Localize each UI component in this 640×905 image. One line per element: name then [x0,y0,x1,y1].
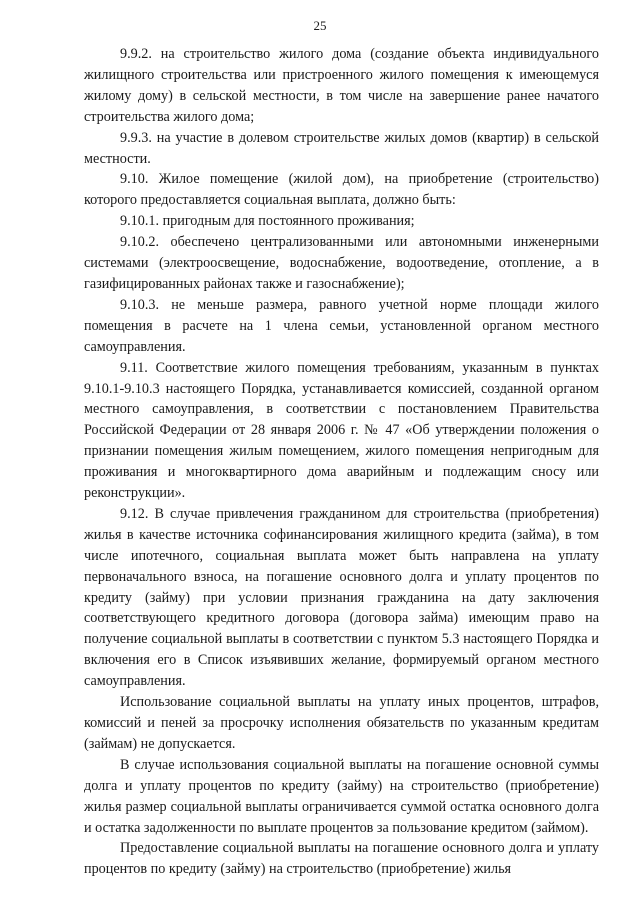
paragraph-9-9-3: 9.9.3. на участие в долевом строительстве жилых домов (квартир) в сельской местности. [84,129,599,167]
paragraph-9-10-2: 9.10.2. обеспечено централизованными или автономными инженерными системами (электроосвещение, водоснабжение, водоотведение, отопление, а в газифицированных районах также и газоснабжение); [84,234,599,292]
paragraph-payment-provision: Предоставление социальной выплаты на погашение основного долга и уплату процентов по кредиту (займу) на строительство (приобретение) жилья [84,840,599,878]
paragraph-9-12: 9.12. В случае привлечения гражданином для строительства (приобретения) жилья в качестве источника софинансирования жилищного кредита (займа), в том числе ипотечного, социальная выплата может быть направлена на уплату первоначального взноса, на погашение основного долга и уплату процентов по кредиту (займу) при условии признания гражданина на дату заключения соответствующего кредитного договора (договора займа) имеющим право на получение социальной выплаты в соответствии с пунктом 5.3 настоящего Порядка и включения его в Список изъявивших желание, формируемый органом местного самоуправления. [84,505,599,690]
paragraph-9-11: 9.11. Соответствие жилого помещения требованиям, указанным в пунктах 9.10.1-9.10.3 настоящего Порядка, устанавливается комиссией, созданной органом местного самоуправления, в соответствии с постановлением Правительства Российской Федерации от 28 января 2006 г. № 47 «Об утверждении положения о признании помещения жилым помещением, жилого помещения непригодным для проживания и многоквартирного дома аварийным и подлежащим сносу или реконструкции». [84,359,599,502]
paragraph-fees-restriction: Использование социальной выплаты на уплату иных процентов, штрафов, комиссий и пеней за просрочку исполнения обязательств по указанным кредитам (займам) не допускается. [84,694,599,752]
paragraph-9-10-1: 9.10.1. пригодным для постоянного проживания; [120,213,415,230]
paragraph-payment-limit: В случае использования социальной выплаты на погашение основной суммы долга и уплату процентов по кредиту (займу) на строительство (приобретение) жилья размер социальной выплаты ограничивается суммой остатка основного долга и остатка задолженности по выплате процентов за пользование кредитом (займом). [84,756,599,836]
paragraph-9-9-2: 9.9.2. на строительство жилого дома (создание объекта индивидуального жилищного строительства или пристроенного жилого помещения к имеющемуся жилому дому) в сельской местности, в том числе на завершение ранее начатого строительства жилого дома; [84,46,599,125]
paragraph-9-10-3: 9.10.3. не меньше размера, равного учетной норме площади жилого помещения в расчете на 1 члена семьи, установленной органом местного самоуправления. [84,296,599,355]
paragraph-9-10: 9.10. Жилое помещение (жилой дом), на приобретение (строительство) которого предоставляется социальная выплата, должно быть: [84,171,599,209]
document-body [84,44,599,880]
page-number: 25 [313,18,327,33]
